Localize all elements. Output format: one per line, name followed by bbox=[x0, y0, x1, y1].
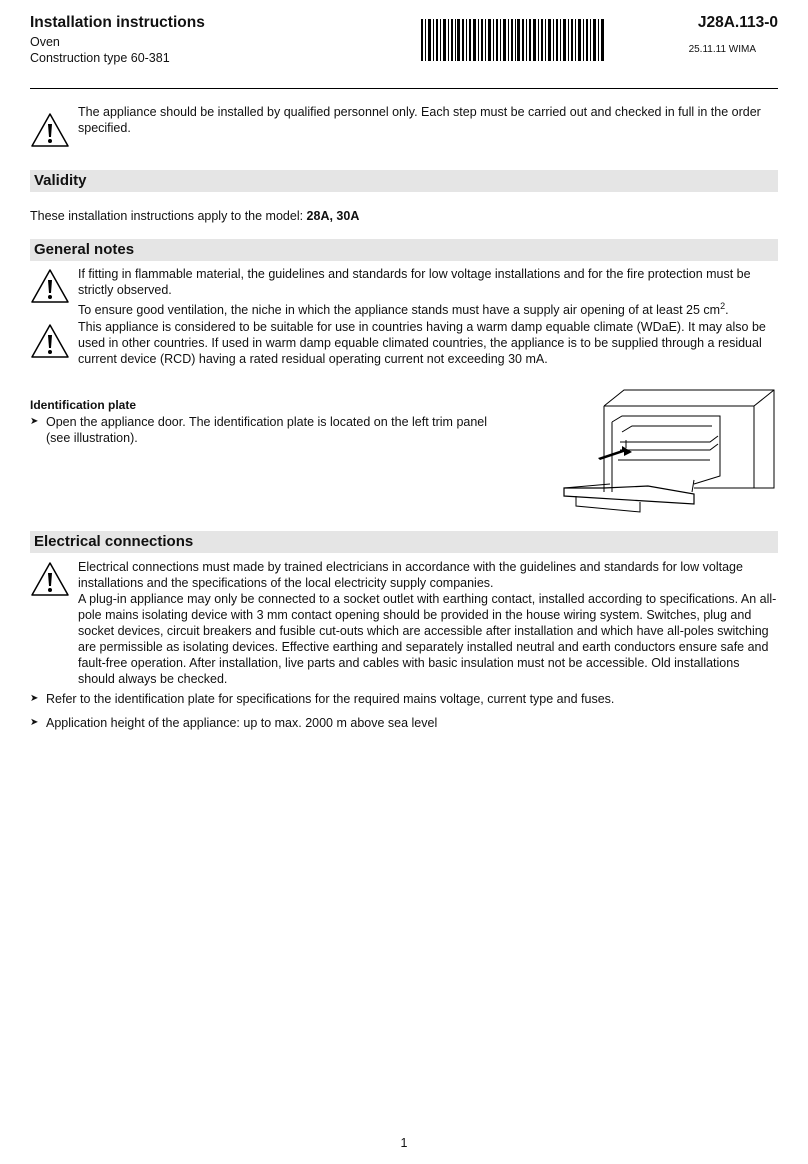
general-warning-2-text bbox=[78, 319, 778, 367]
general-warning-1-sup: 2 bbox=[720, 301, 726, 311]
doc-number: J28A.113-0 bbox=[697, 14, 778, 31]
general-warning-1-line2-text: To ensure good ventilation, the niche in which the appliance stands must have a supply air opening of at least 25 cm bbox=[78, 303, 721, 318]
identification-step bbox=[30, 414, 510, 446]
section-general-notes bbox=[30, 239, 778, 261]
intro-warning bbox=[30, 104, 778, 136]
warning-triangle-icon bbox=[30, 323, 70, 359]
barcode bbox=[421, 19, 604, 61]
general-warning-1 bbox=[30, 266, 778, 318]
warning-triangle-icon bbox=[30, 561, 70, 597]
general-warning-1-end: . bbox=[725, 303, 729, 318]
electrical-warning bbox=[30, 559, 778, 687]
arrow-right-icon: ➤ bbox=[30, 416, 39, 427]
oven-illustration bbox=[560, 388, 776, 518]
validity-text-line bbox=[30, 208, 359, 224]
construction-type: Construction type 60-381 bbox=[30, 51, 170, 65]
general-warning-1-line2 bbox=[78, 298, 778, 318]
general-warning-1-text bbox=[78, 266, 778, 318]
identification-step-line2: (see illustration). bbox=[46, 431, 138, 445]
general-notes-heading: General notes bbox=[34, 241, 135, 258]
doc-date: 25.11.11 WIMA bbox=[688, 44, 756, 55]
identification-step-line1: Open the appliance door. The identification plate is located on the left trim panel bbox=[46, 415, 488, 429]
electrical-step-1-text: Refer to the identification plate for specifications for the required mains voltage, current type and fuses. bbox=[46, 692, 615, 706]
validity-models: 28A, 30A bbox=[306, 209, 360, 223]
general-warning-2 bbox=[30, 319, 778, 367]
warning-triangle-icon bbox=[30, 112, 70, 148]
electrical-warning-p1: Electrical connections must made by trained electricians in accordance with the guidelines and standards for low voltage installations and the specifications of the local electricity supply companies. bbox=[78, 560, 743, 590]
identification-plate-heading: Identification plate bbox=[30, 398, 137, 412]
arrow-right-icon: ➤ bbox=[30, 717, 39, 728]
electrical-step-1 bbox=[30, 691, 614, 707]
doc-title: Installation instructions bbox=[30, 14, 205, 31]
electrical-warning-p2: A plug-in appliance may only be connected to a socket outlet with earthing contact, installed according to specifications. An all-pole mains isolating device with 3 mm contact opening should be provided in the house wiring system. Switches, plug and socket devices, circuit breakers and fusible cut-outs which are accessible after installation and which have all-poles switching are permissible as isolating devices. Effective earthing and separately installed neutral and earth conductors ensure safe and fault-free operation. After installation, live parts and cables with basic insulation must not be accessible. Old installations should always be checked. bbox=[78, 592, 777, 686]
validity-heading: Validity bbox=[34, 172, 87, 189]
general-warning-1-line1: If fitting in flammable material, the guidelines and standards for low voltage installations and for the fire protection must be strictly observed. bbox=[78, 267, 751, 297]
electrical-step-2-text: Application height of the appliance: up to max. 2000 m above sea level bbox=[46, 716, 438, 730]
page-number: 1 bbox=[400, 1136, 408, 1150]
arrow-right-icon: ➤ bbox=[30, 693, 39, 704]
intro-warning-text bbox=[78, 104, 778, 136]
header-divider bbox=[30, 88, 778, 89]
validity-text: These installation instructions apply to the model: bbox=[30, 209, 307, 223]
warning-triangle-icon bbox=[30, 268, 70, 304]
section-validity bbox=[30, 170, 778, 192]
electrical-heading: Electrical connections bbox=[34, 533, 194, 550]
intro-warning-paragraph: The appliance should be installed by qualified personnel only. Each step must be carried out and checked in full in the order specified. bbox=[78, 105, 761, 135]
general-warning-2-paragraph: This appliance is considered to be suitable for use in countries having a warm damp equable climate (WDaE). It may also be used in other countries. If used in warm damp equable climated countries, the appliance is to be supplied through a residual current device (RCD) having a rated residual operating current not exceeding 30 mA. bbox=[78, 320, 766, 366]
header-left bbox=[30, 14, 205, 66]
electrical-step-2 bbox=[30, 715, 437, 731]
electrical-warning-text bbox=[78, 559, 778, 687]
doc-subtitle: Oven bbox=[30, 35, 60, 49]
section-electrical bbox=[30, 531, 778, 553]
